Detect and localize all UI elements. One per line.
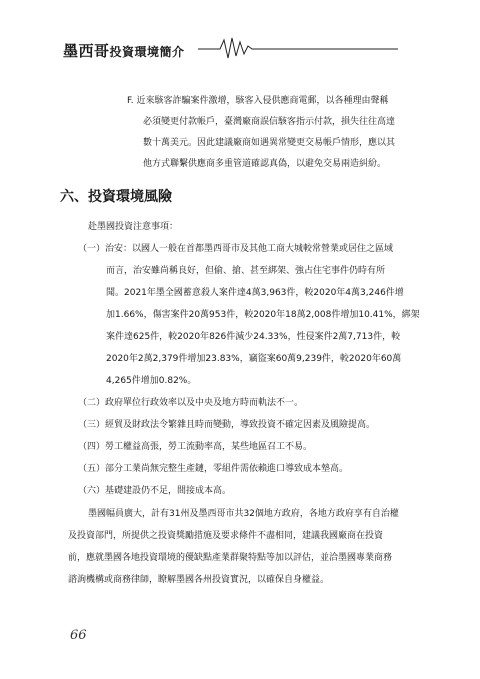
item-4: （四）勞工權益高張，勞工流動率高，某些地區召工不易。 [78, 442, 313, 452]
header-title-sub: 投資環境簡介 [109, 45, 185, 59]
item-3: （三）經貿及財政法令繁雜且時而變動，導致投資不確定因素及風險提高。 [78, 420, 376, 430]
closing-line-2: 及投資部門，所提供之投資獎勵措施及要求條件不盡相同，建議我國廠商在投資 [68, 531, 384, 541]
item-f-line-4: 他方式聯繫供應商多重管道確認真偽，以避免交易兩造糾紛。 [143, 159, 387, 169]
header-title-main: 墨西哥 [63, 42, 110, 60]
closing-line-4: 諮詢機構或商務律師，瞭解墨國各州投資實況，以確保自身權益。 [68, 575, 330, 585]
header-wave-decoration [198, 36, 398, 60]
item-1-line-6: 2020年2萬2,379件增加23.83%，竊盜案60萬9,239件，較2020年60萬 [106, 354, 402, 364]
item-f-line-3: 數十萬美元。因此建議廠商如遇異常變更交易帳戶情形，應以其 [143, 138, 396, 148]
item-f-line-1: F. 近來駭客詐騙案件激增，駭客入侵供應商電郵，以各種理由聲稱 [127, 96, 389, 106]
closing-line-1: 墨國幅員廣大，計有31州及墨西哥市共32個地方政府，各地方政府享有自治權 [88, 509, 399, 519]
item-6: （六）基礎建設仍不足，間接成本高。 [78, 486, 232, 496]
section-intro: 赴墨國投資注意事項： [88, 222, 179, 232]
item-5: （五）部分工業尚無完整生產鏈，零組件需依賴進口導致成本墊高。 [78, 464, 349, 474]
item-1-line-1: （一）治安：以國人一般在首都墨西哥市及其他工商大城較常營業或居住之區域 [78, 244, 394, 254]
item-1-line-3: 聞。2021年墨全國蓄意殺人案件達4萬3,963件，較2020年4萬3,246件增 [106, 288, 404, 298]
closing-line-3: 前，應就墨國各地投資環境的優缺點產業群聚特點等加以評估，並洽墨國專業商務 [68, 553, 393, 563]
item-1-line-5: 案件達625件，較2020年826件減少24.33%，性侵案件2萬7,713件，較 [106, 332, 401, 342]
item-2: （二）政府單位行政效率以及中央及地方時而軌法不一。 [78, 398, 304, 408]
item-1-line-7: 4,265件增加0.82%。 [106, 376, 197, 386]
running-header-title [63, 40, 185, 61]
item-1-line-4: 加1.66%，傷害案件20萬953件，較2020年18萬2,008件增加10.41%，綁架 [106, 310, 420, 320]
page-number: 66 [70, 628, 87, 643]
item-f-line-2: 必須變更付款帳戶，臺灣廠商誤信駭客指示付款，損失往往高達 [143, 117, 396, 127]
section-heading: 六、投資環境風險 [60, 189, 172, 205]
item-1-line-2: 而言，治安雖尚稱良好，但偷、搶、甚至綁架、強占住宅事件仍時有所 [106, 266, 386, 276]
